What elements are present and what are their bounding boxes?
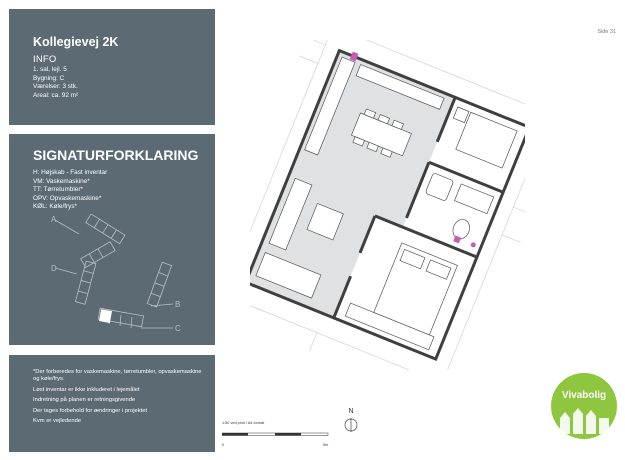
logo-text: Vivabolig [561, 390, 607, 401]
legend-item-opv: OPV: Opvaskemaskine* [33, 194, 102, 202]
site-label-a: A [51, 215, 57, 224]
note-line: Der tages forbehold for ændringer i projektet [33, 407, 148, 414]
vivabolig-logo [551, 366, 617, 452]
scale-zero: 0 [222, 443, 225, 447]
info-floor: 1. sal, lejl. 5 [33, 66, 67, 73]
legend-panel [9, 134, 215, 345]
legend-item-h: H: Højskab - Fast inventar [33, 169, 108, 176]
north-label: N [348, 408, 354, 415]
legend-item-kol: KØL: Køle/frys* [33, 203, 78, 210]
note-line: Indretning på planen er retningsgivende [33, 397, 136, 404]
logo-graphic [551, 366, 617, 452]
scale-end: 5m [323, 443, 329, 447]
floor-plan [250, 40, 525, 370]
info-rooms: Værelser: 3 stk. [33, 83, 78, 90]
site-label-b: B [175, 300, 181, 309]
legend-title: SIGNATURFORKLARING [33, 147, 199, 163]
note-line: Løst inventar er ikke inkluderet i lejemålet [33, 386, 140, 393]
scale-label: 1:50 ved print i A4 format [222, 421, 265, 425]
notes-panel [9, 355, 215, 452]
scale-ruler [222, 432, 332, 438]
page-number: Side 31 [597, 29, 616, 35]
site-label-c: C [175, 324, 181, 333]
note-line: Kvm er vejledende [33, 418, 82, 425]
site-label-d: D [51, 264, 57, 273]
info-building: Bygning: C [33, 74, 65, 82]
scale-bar [222, 421, 332, 449]
apartment-title: Kollegievej 2K [33, 35, 119, 49]
info-heading: INFO [33, 54, 57, 65]
compass-icon [341, 415, 361, 435]
legend-item-vm: VM: Vaskemaskine* [33, 177, 90, 185]
note-line: *Der forberedes for vaskemaskine, tørretumbler, opvaskemaskine og køle/frys. [33, 369, 202, 383]
info-panel [9, 9, 215, 125]
info-area: Areal: ca. 92 m² [33, 91, 79, 99]
legend-item-tt: TT: Tørretumbler* [33, 186, 83, 193]
highlighted-apartment [99, 309, 112, 323]
site-map [51, 214, 211, 336]
north-arrow [341, 408, 361, 438]
